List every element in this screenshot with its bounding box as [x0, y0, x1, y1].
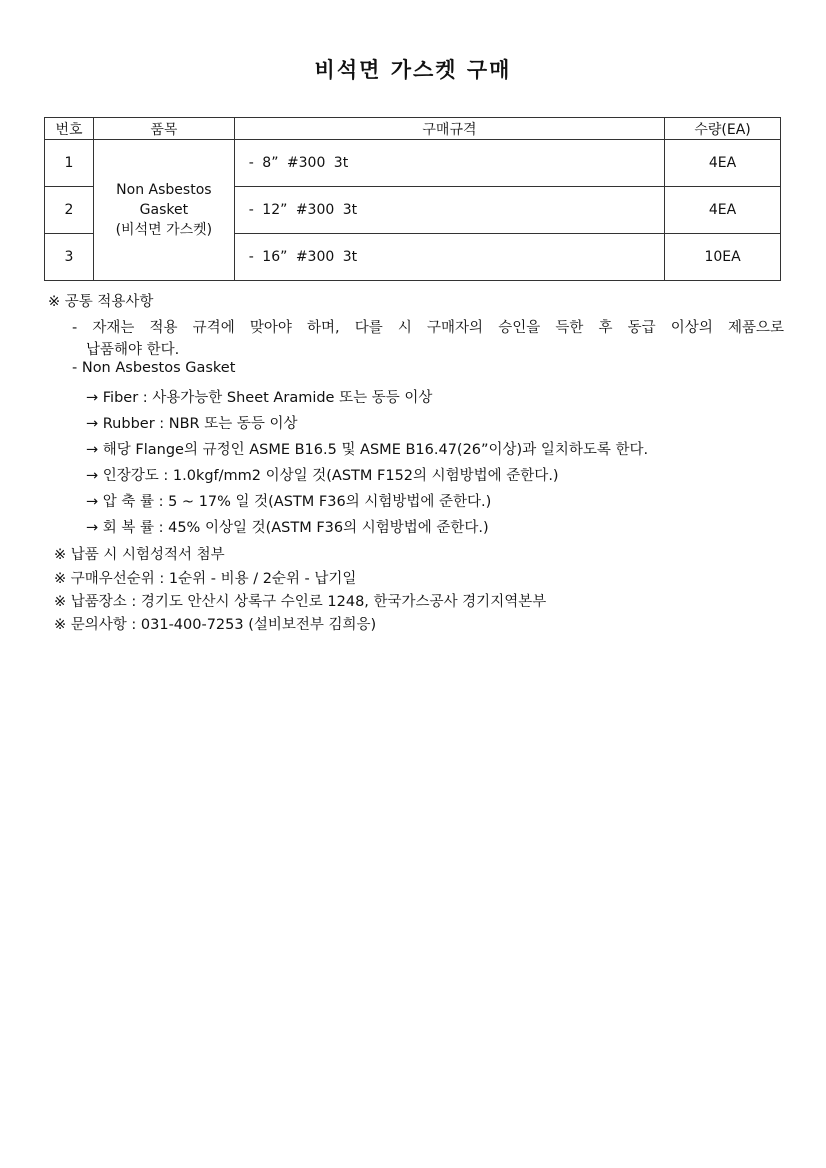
gasket-item: → 회 복 률 : 45% 이상일 것(ASTM F36의 시험방법에 준한다.)	[86, 520, 489, 536]
row-qty: 10EA	[665, 234, 781, 281]
row-no: 3	[45, 234, 94, 281]
row-spec: - 8” #300 3t	[234, 140, 664, 187]
common-line: - 자재는 적용 규격에 맞아야 하며, 다를 시 구매자의 승인을 득한 후 동급 이상의 제품으로	[72, 320, 784, 336]
spec-table	[44, 117, 781, 281]
note-test-report: ※ 납품 시 시험성적서 첨부	[54, 547, 225, 563]
item-line: (비석면 가스켓)	[115, 222, 213, 238]
item-cell	[93, 140, 234, 281]
row-spec: - 16” #300 3t	[234, 234, 664, 281]
note-priority: ※ 구매우선순위 : 1순위 - 비용 / 2순위 - 납기일	[54, 571, 357, 587]
common-line: 납품해야 한다.	[86, 342, 180, 358]
table-row	[45, 140, 781, 187]
header-no: 번호	[45, 118, 94, 140]
header-spec: 구매규격	[234, 118, 664, 140]
gasket-item: → 인장강도 : 1.0kgf/mm2 이상일 것(ASTM F152의 시험방법에 준한다.)	[86, 468, 559, 484]
header-item: 품목	[93, 118, 234, 140]
note-delivery: ※ 납품장소 : 경기도 안산시 상록구 수인로 1248, 한국가스공사 경기지역본부	[54, 594, 547, 610]
gasket-item: → Fiber : 사용가능한 Sheet Aramide 또는 동등 이상	[86, 390, 433, 406]
row-qty: 4EA	[665, 140, 781, 187]
table-header-row	[45, 118, 781, 140]
page-title: 비석면 가스켓 구매	[314, 58, 512, 82]
gasket-item: → 압 축 률 : 5 ~ 17% 일 것(ASTM F36의 시험방법에 준한다.)	[86, 494, 492, 510]
row-no: 2	[45, 187, 94, 234]
row-qty: 4EA	[665, 187, 781, 234]
row-no: 1	[45, 140, 94, 187]
note-contact: ※ 문의사항 : 031-400-7253 (설비보전부 김희응)	[54, 617, 377, 633]
gasket-title: - Non Asbestos Gasket	[72, 360, 236, 376]
row-spec: - 12” #300 3t	[234, 187, 664, 234]
common-title: ※ 공통 적용사항	[48, 294, 154, 310]
gasket-item: → 해당 Flange의 규정인 ASME B16.5 및 ASME B16.47(26”이상)과 일치하도록 한다.	[86, 442, 649, 458]
item-line: Gasket	[139, 202, 189, 218]
gasket-item: → Rubber : NBR 또는 동등 이상	[86, 416, 298, 432]
header-qty: 수량(EA)	[665, 118, 781, 140]
item-line: Non Asbestos	[116, 182, 212, 198]
